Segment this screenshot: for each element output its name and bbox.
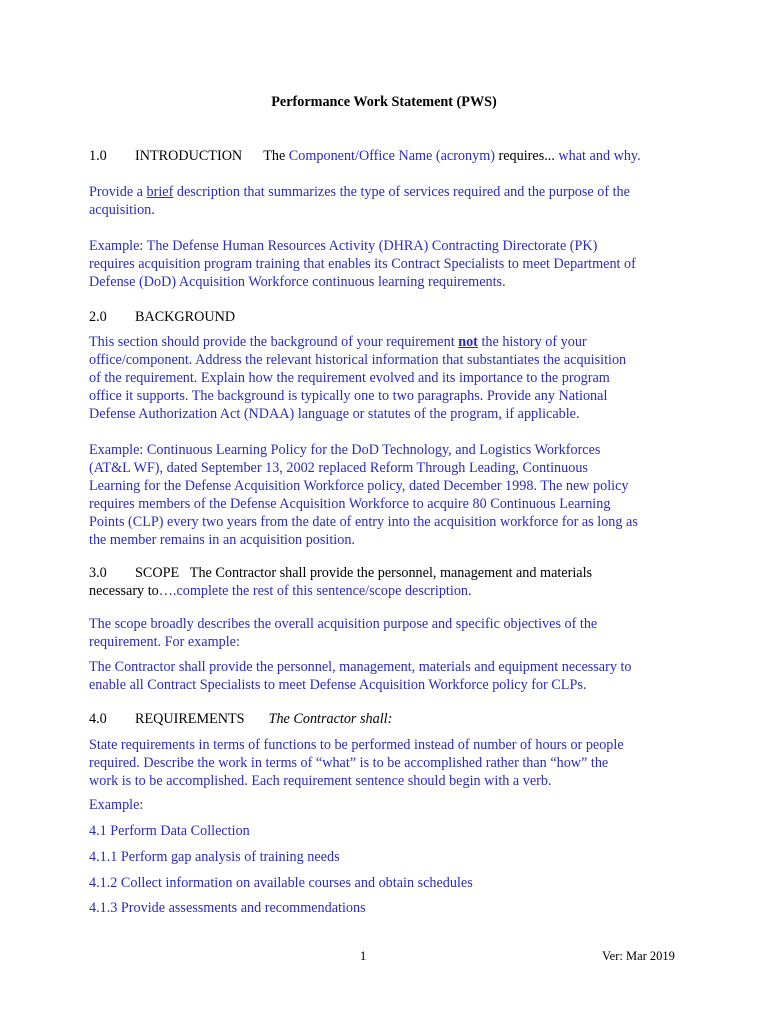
page-number: 1 — [360, 949, 367, 963]
section-4-heading — [89, 710, 392, 728]
section-number: 1.0 — [89, 148, 107, 164]
section-number: 4.0 — [89, 711, 107, 727]
background-example-line: Learning for the Defense Acquisition Workforce policy, dated December 1998. The new policy — [89, 478, 629, 494]
requirements-instruction-line: State requirements in terms of functions to be performed instead of number of hours or people — [89, 737, 624, 753]
requirement-item: 4.1.1 Perform gap analysis of training needs — [89, 849, 340, 865]
background-example-line: (AT&L WF), dated September 13, 2002 replaced Reform Through Leading, Continuous — [89, 460, 588, 476]
scope-instruction-line: requirement. For example: — [89, 634, 240, 650]
section-number: 2.0 — [89, 309, 107, 325]
placeholder-what-why: what and why. — [558, 148, 641, 164]
section-title: INTRODUCTION — [135, 148, 243, 164]
requirements-instruction-line: work is to be accomplished. Each requirement sentence should begin with a verb. — [89, 773, 552, 789]
intro-lead: The — [263, 148, 286, 164]
section-title: BACKGROUND — [135, 309, 236, 325]
placeholder-office-name: Component/Office Name (acronym) — [288, 148, 495, 164]
background-example-line: Points (CLP) every two years from the date of entry into the acquisition workforce for as long as — [89, 514, 638, 530]
intro-instruction-line: Provide a brief description that summarizes the type of services required and the purpose of the — [89, 184, 630, 200]
placeholder-scope: ….complete the rest of this sentence/scope description. — [158, 583, 472, 599]
version-label: Ver: Mar 2019 — [602, 949, 675, 963]
requirement-item: 4.1.3 Provide assessments and recommendations — [89, 900, 366, 916]
intro-example-line: Example: The Defense Human Resources Activity (DHRA) Contracting Directorate (PK) — [89, 238, 598, 254]
intro-mid: requires... — [498, 148, 555, 164]
background-example-line: the member remains in an acquisition position. — [89, 532, 355, 548]
scope-example-line: The Contractor shall provide the personnel, management, materials and equipment necessary to — [89, 659, 632, 675]
background-example-line: Example: Continuous Learning Policy for the DoD Technology, and Logistics Workforces — [89, 442, 601, 458]
background-instruction-line: office/component. Address the relevant historical information that substantiates the acquisition — [89, 352, 627, 368]
background-instruction-line: Defense Authorization Act (NDAA) language or statutes of the program, if applicable. — [89, 406, 580, 422]
section-3-heading — [89, 564, 592, 582]
background-example-line: requires members of the Defense Acquisition Workforce to acquire 80 Continuous Learning — [89, 496, 611, 512]
background-instruction-line: office it supports. The background is typically one to two paragraphs. Provide any National — [89, 388, 608, 404]
section-title: REQUIREMENTS — [135, 711, 245, 727]
requirement-item: 4.1 Perform Data Collection — [89, 823, 250, 839]
section-1-heading — [89, 147, 641, 165]
requirement-item: 4.1.2 Collect information on available courses and obtain schedules — [89, 875, 473, 891]
section-number: 3.0 — [89, 565, 107, 581]
requirements-instruction-line: required. Describe the work in terms of “what” is to be accomplished rather than “how” the — [89, 755, 609, 771]
scope-instruction-line: The scope broadly describes the overall acquisition purpose and specific objectives of the — [89, 616, 598, 632]
requirements-example-label: Example: — [89, 797, 144, 813]
requirements-lead: The Contractor shall: — [268, 711, 393, 727]
emphasis-brief: brief — [146, 184, 174, 200]
section-title: SCOPE — [135, 565, 180, 581]
scope-text-line: necessary to….complete the rest of this sentence/scope description. — [89, 583, 472, 599]
scope-example-line: enable all Contract Specialists to meet Defense Acquisition Workforce policy for CLPs. — [89, 677, 587, 693]
scope-text: The Contractor shall provide the personnel, management and materials — [189, 565, 593, 581]
page-title: Performance Work Statement (PWS) — [271, 94, 497, 110]
background-instruction-line: of the requirement. Explain how the requirement evolved and its importance to the program — [89, 370, 610, 386]
emphasis-not: not — [458, 334, 478, 350]
background-instruction-line: This section should provide the background of your requirement not the history of your — [89, 334, 587, 350]
intro-example-line: requires acquisition program training that enables its Contract Specialists to meet Department of — [89, 256, 636, 272]
intro-instruction-line: acquisition. — [89, 202, 155, 218]
section-2-heading — [89, 308, 235, 326]
intro-example-line: Defense (DoD) Acquisition Workforce continuous learning requirements. — [89, 274, 506, 290]
